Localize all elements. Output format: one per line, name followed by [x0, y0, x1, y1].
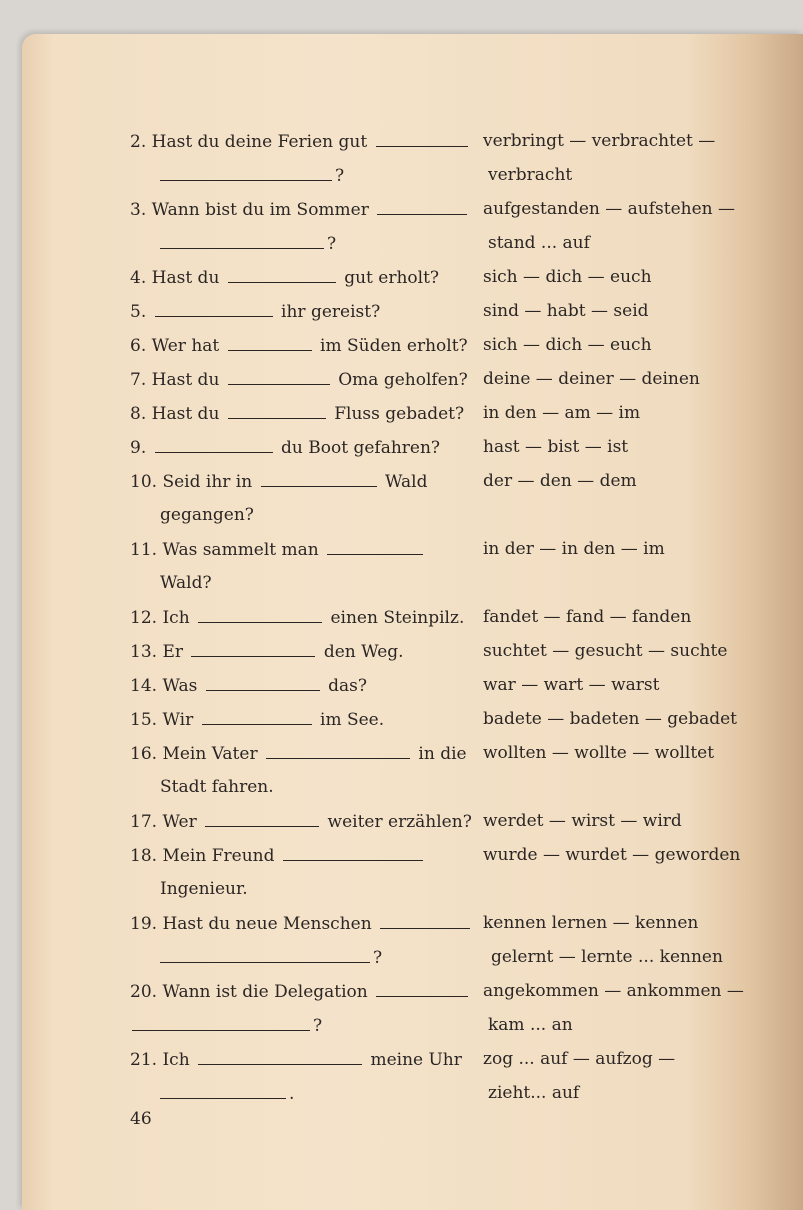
item-text: Wann bist du im Sommer — [151, 200, 369, 220]
exercise-item-8 — [22, 396, 803, 430]
item-number: 2. — [130, 132, 147, 152]
item-number: 7. — [130, 370, 147, 390]
answer-blank[interactable] — [228, 260, 336, 283]
answer-options: aufgestanden — aufstehen — — [483, 199, 736, 219]
item-text: Hast du — [151, 370, 220, 390]
exercise-item-20 — [22, 974, 803, 1008]
item-text: Hast du — [151, 268, 220, 288]
item-text: Stadt fahren. — [160, 777, 274, 797]
item-text: ? — [327, 234, 337, 254]
answer-blank[interactable] — [160, 226, 324, 249]
answer-blank[interactable] — [160, 158, 332, 181]
answer-options: stand ... auf — [488, 233, 590, 253]
exercise-item-13 — [22, 634, 803, 668]
item-number: 14. — [130, 676, 158, 696]
item-text-after: im Süden erholt? — [320, 336, 468, 356]
exercise-item-2-continued — [22, 158, 803, 192]
item-number: 3. — [130, 200, 147, 220]
textbook-page — [22, 34, 803, 1210]
exercise-item-18 — [22, 838, 803, 872]
answer-blank[interactable] — [198, 600, 322, 623]
answer-blank[interactable] — [155, 430, 273, 453]
answer-options: suchtet — gesucht — suchte — [483, 641, 728, 661]
item-text: . — [289, 1084, 295, 1104]
answer-options: sich — dich — euch — [483, 335, 652, 355]
answer-options: war — wart — warst — [483, 675, 660, 695]
item-text: Ingenieur. — [160, 879, 248, 899]
answer-blank[interactable] — [261, 464, 377, 487]
item-number: 17. — [130, 812, 158, 832]
item-number: 21. — [130, 1050, 158, 1070]
exercise-item-19-continued — [22, 940, 803, 974]
answer-blank[interactable] — [266, 736, 410, 759]
answer-blank[interactable] — [155, 294, 273, 317]
exercise-item-20-continued — [22, 1008, 803, 1042]
item-text: Ich — [162, 1050, 190, 1070]
exercise-item-3 — [22, 192, 803, 226]
exercise-item-10-continued — [22, 498, 803, 532]
item-number: 20. — [130, 982, 158, 1002]
answer-blank[interactable] — [228, 328, 312, 351]
item-text: Seid ihr in — [162, 472, 253, 492]
item-text: Hast du neue Menschen — [162, 914, 372, 934]
answer-options: in der — in den — im — [483, 539, 665, 559]
answer-blank[interactable] — [160, 940, 370, 963]
exercise-item-6 — [22, 328, 803, 362]
answer-blank[interactable] — [206, 668, 320, 691]
item-text: Wir — [162, 710, 194, 730]
item-text-after: Fluss gebadet? — [334, 404, 465, 424]
answer-blank[interactable] — [327, 532, 423, 555]
item-text: Was sammelt man — [162, 540, 319, 560]
answer-blank[interactable] — [376, 124, 468, 147]
item-text: Hast du deine Ferien gut — [151, 132, 368, 152]
answer-options: hast — bist — ist — [483, 437, 629, 457]
page-number: 46 — [130, 1109, 152, 1129]
item-text-after: du Boot gefahren? — [281, 438, 441, 458]
exercise-item-10 — [22, 464, 803, 498]
item-text-after: meine Uhr — [370, 1050, 462, 1070]
answer-blank[interactable] — [132, 1008, 310, 1031]
answer-options: verbracht — [488, 165, 573, 185]
answer-options: wurde — wurdet — geworden — [483, 845, 741, 865]
answer-blank[interactable] — [283, 838, 423, 861]
answer-options: wollten — wollte — wolltet — [483, 743, 715, 763]
exercise-item-14 — [22, 668, 803, 702]
item-text: Er — [162, 642, 183, 662]
answer-blank[interactable] — [380, 906, 470, 929]
item-number: 6. — [130, 336, 147, 356]
answer-options: in den — am — im — [483, 403, 641, 423]
answer-options: fandet — fand — fanden — [483, 607, 692, 627]
item-text-after: das? — [328, 676, 367, 696]
item-number: 5. — [130, 302, 147, 322]
exercise-item-21 — [22, 1042, 803, 1076]
item-number: 9. — [130, 438, 147, 458]
answer-blank[interactable] — [228, 362, 330, 385]
item-text-after: weiter erzählen? — [327, 812, 472, 832]
item-number: 11. — [130, 540, 158, 560]
answer-options: angekommen — ankommen — — [483, 981, 744, 1001]
item-number: 13. — [130, 642, 158, 662]
answer-blank[interactable] — [191, 634, 315, 657]
item-text: Wer — [162, 812, 197, 832]
item-text-after: im See. — [320, 710, 385, 730]
exercise-item-18-continued — [22, 872, 803, 906]
item-text-after: ihr gereist? — [281, 302, 381, 322]
answer-options: kam ... an — [488, 1015, 573, 1035]
exercise-item-12 — [22, 600, 803, 634]
exercise-item-9 — [22, 430, 803, 464]
item-text: gegangen? — [160, 505, 254, 525]
answer-blank[interactable] — [377, 192, 467, 215]
item-text-after: gut erholt? — [344, 268, 440, 288]
exercise-item-21-continued — [22, 1076, 803, 1110]
item-text: Mein Vater — [162, 744, 258, 764]
item-text: Wald? — [160, 573, 212, 593]
exercise-item-17 — [22, 804, 803, 838]
item-number: 18. — [130, 846, 158, 866]
item-text-after: einen Steinpilz. — [330, 608, 465, 628]
answer-blank[interactable] — [198, 1042, 362, 1065]
answer-options: badete — badeten — gebadet — [483, 709, 738, 729]
exercise-item-16 — [22, 736, 803, 770]
item-text: ? — [313, 1016, 323, 1036]
item-text-after: den Weg. — [323, 642, 404, 662]
item-number: 19. — [130, 914, 158, 934]
item-text: Ich — [162, 608, 190, 628]
item-text: Was — [162, 676, 198, 696]
item-text: ? — [373, 948, 383, 968]
item-text: ? — [335, 166, 345, 186]
answer-options: werdet — wirst — wird — [483, 811, 682, 831]
answer-options: zieht... auf — [488, 1083, 580, 1103]
item-number: 12. — [130, 608, 158, 628]
item-text-after: Wald — [385, 472, 428, 492]
answer-options: kennen lernen — kennen — [483, 913, 699, 933]
item-text-after: Oma geholfen? — [338, 370, 468, 390]
exercise-item-19 — [22, 906, 803, 940]
exercise-item-3-continued — [22, 226, 803, 260]
answer-blank[interactable] — [205, 804, 319, 827]
item-text: Hast du — [151, 404, 220, 424]
exercise-item-2 — [22, 124, 803, 158]
item-text-after: in die — [418, 744, 467, 764]
exercise-item-5 — [22, 294, 803, 328]
exercise-item-16-continued — [22, 770, 803, 804]
answer-blank[interactable] — [376, 974, 468, 997]
answer-options: deine — deiner — deinen — [483, 369, 700, 389]
answer-options: der — den — dem — [483, 471, 637, 491]
answer-blank[interactable] — [228, 396, 326, 419]
answer-options: gelernt — lernte ... kennen — [491, 947, 723, 967]
answer-options: sich — dich — euch — [483, 267, 652, 287]
item-text: Wann ist die Delegation — [162, 982, 368, 1002]
exercise-item-4 — [22, 260, 803, 294]
item-number: 8. — [130, 404, 147, 424]
answer-blank[interactable] — [160, 1076, 286, 1099]
answer-options: verbringt — verbrachtet — — [483, 131, 716, 151]
exercise-item-11-continued — [22, 566, 803, 600]
answer-options: zog ... auf — aufzog — — [483, 1049, 676, 1069]
item-text: Mein Freund — [162, 846, 275, 866]
item-number: 15. — [130, 710, 158, 730]
answer-options: sind — habt — seid — [483, 301, 649, 321]
exercise-item-15 — [22, 702, 803, 736]
answer-blank[interactable] — [202, 702, 312, 725]
item-number: 16. — [130, 744, 158, 764]
item-text: Wer hat — [151, 336, 220, 356]
item-number: 10. — [130, 472, 158, 492]
exercise-item-11 — [22, 532, 803, 566]
item-number: 4. — [130, 268, 147, 288]
exercise-item-7 — [22, 362, 803, 396]
